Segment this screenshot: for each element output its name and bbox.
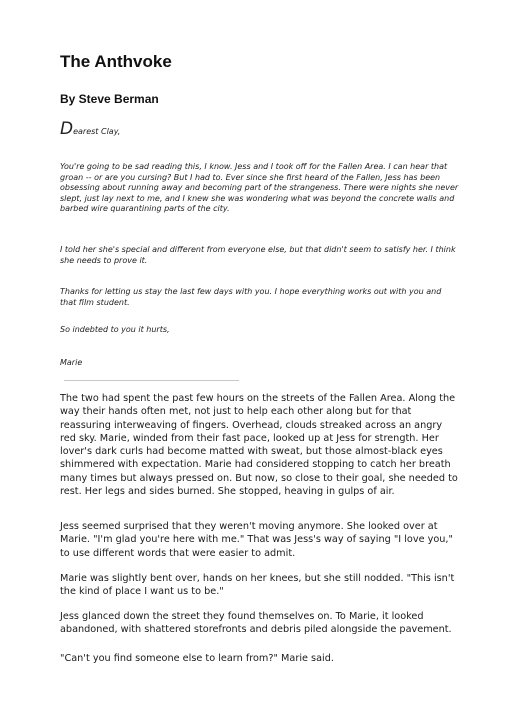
letter-paragraph: You're going to be sad reading this, I know. Jess and I took off for the Fallen Area. I can hear that groan -- or are you cursing? But I had to. Ever since she first heard of the Fallen, Jess has been obsessing about running away and becoming part of the strangeness. There were nights she never slept, just lay next to me, and I knew she was wondering what was beyond the concrete walls and barbed wire quarantining parts of the city.	[60, 162, 459, 214]
letter-signature: Marie	[60, 358, 83, 367]
story-paragraph: The two had spent the past few hours on the streets of the Fallen Area. Along the way their hands often met, not just to help each other along but for that reassuring interweaving of fingers. Overhead, clouds streaked across an angry red sky. Marie, winded from their fast pace, looked up at Jess for strength. Her lover's dark curls had become matted with sweat, but those almost-black eyes shimmered with expectation. Marie had considered stopping to catch her breath many times but always pressed on. But now, so close to their goal, she needed to rest. Her legs and sides burned. She stopped, heaving in gulps of air.	[60, 393, 458, 498]
salutation-drop-cap: D	[60, 119, 74, 139]
story-paragraph: "Can't you find someone else to learn from?" Marie said.	[60, 653, 334, 664]
section-divider	[64, 380, 239, 381]
letter-paragraph: Thanks for letting us stay the last few days with you. I hope everything works out with you and that film student.	[60, 287, 442, 307]
document-title: The Anthvoke	[60, 52, 172, 71]
salutation-text: earest Clay,	[73, 127, 121, 136]
letter-paragraph: I told her she's special and different from everyone else, but that didn't seem to satisfy her. I think she needs to prove it.	[60, 245, 456, 265]
story-paragraph: Jess seemed surprised that they weren't moving anymore. She looked over at Marie. "I'm glad you're here with me." That was Jess's way of saying "I love you," to use different words that were easier to admit.	[60, 521, 453, 559]
story-paragraph: Jess glanced down the street they found themselves on. To Marie, it looked abandoned, with shattered storefronts and debris piled alongside the pavement.	[60, 611, 452, 636]
author-byline: By Steve Berman	[60, 92, 159, 106]
story-paragraph: Marie was slightly bent over, hands on her knees, but she still nodded. "This isn't the kind of place I want us to be."	[60, 573, 455, 598]
letter-closing: So indebted to you it hurts,	[60, 325, 170, 334]
letter-salutation	[60, 121, 120, 138]
